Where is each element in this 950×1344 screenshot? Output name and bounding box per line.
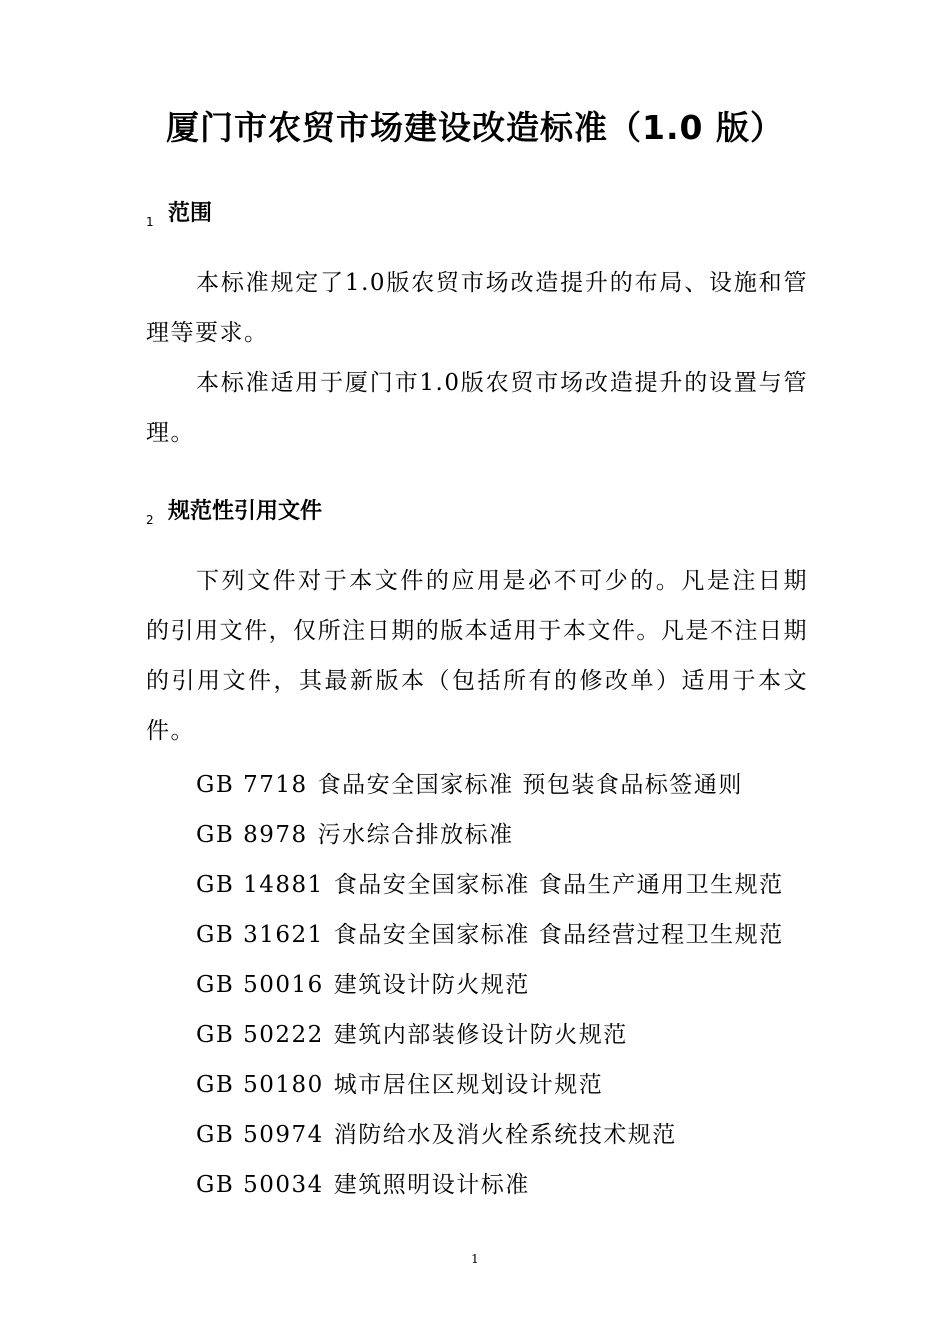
reference-title: 食品安全国家标准 预包装食品标签通则 xyxy=(317,772,743,798)
section-heading-normative-references xyxy=(146,494,322,527)
document-title: 厦门市农贸市场建设改造标准（1.0 版） xyxy=(166,108,784,147)
section-heading-scope xyxy=(146,196,212,229)
reference-title: 建筑内部装修设计防火规范 xyxy=(333,1022,628,1048)
reference-code: GB 50974 xyxy=(196,1122,324,1148)
reference-code: GB 7718 xyxy=(196,772,308,798)
reference-item xyxy=(196,816,514,849)
reference-item xyxy=(196,1016,628,1049)
reference-title: 建筑设计防火规范 xyxy=(333,972,530,998)
page-number: 1 xyxy=(471,1252,479,1266)
paragraph: 下列文件对于本文件的应用是必不可少的。凡是注日期的引用文件，仅所注日期的版本适用于本文件。凡是不注日期的引用文件，其最新版本（包括所有的修改单）适用于本文件。 xyxy=(146,568,808,744)
reference-code: GB 8978 xyxy=(196,822,308,848)
section-number: 2 xyxy=(146,513,154,527)
reference-item xyxy=(196,766,743,799)
reference-item xyxy=(196,966,530,999)
section-title: 范围 xyxy=(168,201,213,226)
reference-code: GB 50016 xyxy=(196,972,324,998)
reference-item xyxy=(196,916,784,949)
reference-title: 消防给水及消火栓系统技术规范 xyxy=(333,1122,677,1148)
reference-title: 城市居住区规划设计规范 xyxy=(333,1072,604,1098)
reference-item xyxy=(196,1066,603,1099)
reference-code: GB 14881 xyxy=(196,872,324,898)
reference-code: GB 31621 xyxy=(196,922,324,948)
reference-code: GB 50222 xyxy=(196,1022,324,1048)
reference-code: GB 50034 xyxy=(196,1172,324,1198)
reference-title: 建筑照明设计标准 xyxy=(333,1172,530,1198)
reference-title: 食品安全国家标准 食品生产通用卫生规范 xyxy=(333,872,784,898)
section-title: 规范性引用文件 xyxy=(168,499,323,524)
section-number: 1 xyxy=(146,215,154,229)
reference-item xyxy=(196,1166,530,1199)
reference-title: 污水综合排放标准 xyxy=(317,822,514,848)
reference-title: 食品安全国家标准 食品经营过程卫生规范 xyxy=(333,922,784,948)
reference-code: GB 50180 xyxy=(196,1072,324,1098)
reference-item xyxy=(196,866,784,899)
reference-item xyxy=(196,1116,677,1149)
paragraph: 本标准适用于厦门市1.0版农贸市场改造提升的设置与管理。 xyxy=(146,370,808,446)
paragraph: 本标准规定了1.0版农贸市场改造提升的布局、设施和管理等要求。 xyxy=(146,270,808,346)
